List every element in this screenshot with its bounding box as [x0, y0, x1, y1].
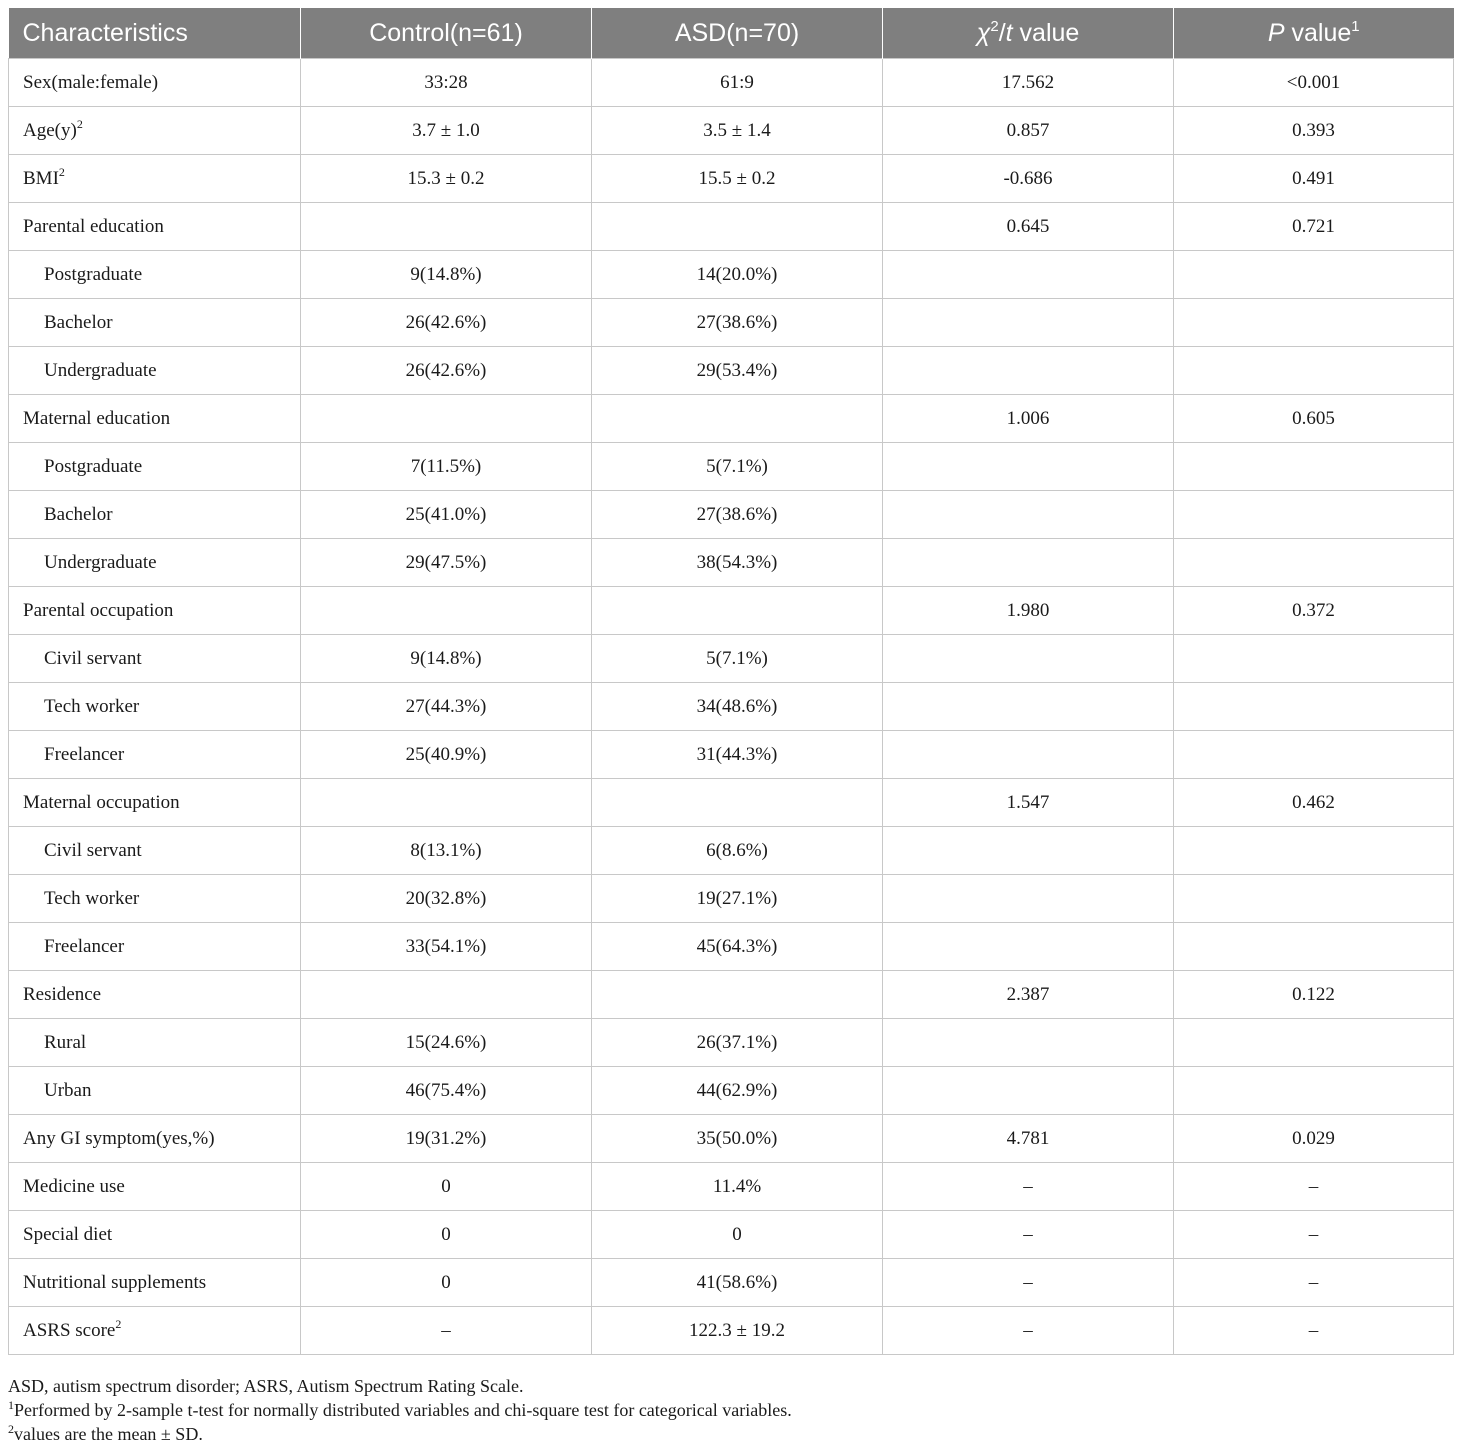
cell-asd: 5(7.1%) — [592, 443, 883, 491]
row-label — [9, 1067, 301, 1115]
cell-p-value: 0.462 — [1174, 779, 1454, 827]
cell-stat-value — [883, 347, 1174, 395]
table-row — [9, 923, 1454, 971]
cell-stat-value: 1.547 — [883, 779, 1174, 827]
cell-stat-value — [883, 443, 1174, 491]
cell-control — [301, 779, 592, 827]
cell-p-value — [1174, 635, 1454, 683]
row-label-text: Maternal occupation — [23, 791, 180, 813]
cell-control: 9(14.8%) — [301, 251, 592, 299]
cell-asd: 29(53.4%) — [592, 347, 883, 395]
cell-p-value — [1174, 923, 1454, 971]
cell-stat-value — [883, 1067, 1174, 1115]
p-suffix: value — [1284, 18, 1352, 47]
row-label — [9, 107, 301, 155]
cell-control: 0 — [301, 1259, 592, 1307]
cell-control: 19(31.2%) — [301, 1115, 592, 1163]
table-row — [9, 395, 1454, 443]
cell-asd: 35(50.0%) — [592, 1115, 883, 1163]
cell-p-value: 0.393 — [1174, 107, 1454, 155]
row-label — [9, 1019, 301, 1067]
row-label-text: BMI — [23, 167, 59, 189]
row-label — [9, 1307, 301, 1355]
table-row — [9, 347, 1454, 395]
cell-control: 27(44.3%) — [301, 683, 592, 731]
cell-p-value: – — [1174, 1259, 1454, 1307]
table-row — [9, 683, 1454, 731]
cell-p-value: – — [1174, 1163, 1454, 1211]
cell-control: 0 — [301, 1163, 592, 1211]
cell-p-value — [1174, 827, 1454, 875]
cell-asd: 3.5 ± 1.4 — [592, 107, 883, 155]
cell-control: 46(75.4%) — [301, 1067, 592, 1115]
row-label-text: Civil servant — [44, 647, 142, 669]
row-label — [9, 395, 301, 443]
row-label-text: Freelancer — [44, 743, 125, 765]
table-body — [9, 59, 1454, 1355]
row-label-text: Age(y) — [23, 119, 77, 141]
cell-asd — [592, 203, 883, 251]
cell-asd: 122.3 ± 19.2 — [592, 1307, 883, 1355]
cell-asd: 31(44.3%) — [592, 731, 883, 779]
cell-p-value — [1174, 683, 1454, 731]
header-row — [9, 8, 1454, 59]
cell-asd: 14(20.0%) — [592, 251, 883, 299]
row-label-text: Special diet — [23, 1223, 113, 1245]
table-row — [9, 1259, 1454, 1307]
cell-control: 29(47.5%) — [301, 539, 592, 587]
cell-asd: 11.4% — [592, 1163, 883, 1211]
row-label — [9, 251, 301, 299]
cell-p-value: 0.029 — [1174, 1115, 1454, 1163]
cell-asd: 27(38.6%) — [592, 299, 883, 347]
table-row — [9, 203, 1454, 251]
row-label — [9, 1259, 301, 1307]
table-row — [9, 299, 1454, 347]
cell-asd: 27(38.6%) — [592, 491, 883, 539]
cell-stat-value — [883, 1019, 1174, 1067]
row-label-text: Bachelor — [44, 311, 113, 333]
cell-control: 9(14.8%) — [301, 635, 592, 683]
table-row — [9, 971, 1454, 1019]
cell-control: 26(42.6%) — [301, 347, 592, 395]
cell-p-value — [1174, 299, 1454, 347]
chi-symbol: χ — [976, 18, 991, 47]
cell-asd: 6(8.6%) — [592, 827, 883, 875]
cell-asd — [592, 587, 883, 635]
cell-stat-value — [883, 251, 1174, 299]
footnote-abbreviations: ASD, autism spectrum disorder; ASRS, Autism Spectrum Rating Scale. — [8, 1376, 524, 1396]
cell-stat-value: – — [883, 1259, 1174, 1307]
cell-stat-value — [883, 875, 1174, 923]
row-label — [9, 155, 301, 203]
cell-stat-value — [883, 299, 1174, 347]
cell-asd: 45(64.3%) — [592, 923, 883, 971]
cell-p-value: 0.605 — [1174, 395, 1454, 443]
row-label — [9, 491, 301, 539]
row-label-text: Any GI symptom(yes,%) — [23, 1127, 215, 1149]
row-label — [9, 731, 301, 779]
cell-control: 15.3 ± 0.2 — [301, 155, 592, 203]
row-label — [9, 779, 301, 827]
cell-control: 20(32.8%) — [301, 875, 592, 923]
footnote-1-marker: 1 — [8, 1398, 14, 1412]
table-footnotes — [8, 1374, 1448, 1446]
row-label-text: Parental occupation — [23, 599, 174, 621]
cell-control: 25(41.0%) — [301, 491, 592, 539]
cell-stat-value — [883, 635, 1174, 683]
table-row — [9, 1067, 1454, 1115]
cell-stat-value: – — [883, 1163, 1174, 1211]
row-label-superscript: 2 — [115, 1316, 122, 1331]
row-label — [9, 347, 301, 395]
cell-p-value — [1174, 1019, 1454, 1067]
header-p-value — [1174, 8, 1454, 59]
table-row — [9, 731, 1454, 779]
cell-asd: 44(62.9%) — [592, 1067, 883, 1115]
cell-stat-value — [883, 827, 1174, 875]
cell-asd — [592, 971, 883, 1019]
cell-stat-value — [883, 923, 1174, 971]
table-row — [9, 59, 1454, 107]
cell-control: 3.7 ± 1.0 — [301, 107, 592, 155]
row-label — [9, 203, 301, 251]
footnote-1 — [8, 1398, 1448, 1422]
cell-p-value — [1174, 347, 1454, 395]
row-label — [9, 923, 301, 971]
footnote-2-marker: 2 — [8, 1422, 14, 1436]
cell-control: – — [301, 1307, 592, 1355]
cell-control: 33(54.1%) — [301, 923, 592, 971]
row-label-text: Rural — [44, 1031, 87, 1053]
row-label-text: Undergraduate — [44, 551, 157, 573]
row-label-text: Freelancer — [44, 935, 125, 957]
header-asd: ASD(n=70) — [592, 8, 883, 59]
row-label-text: Tech worker — [44, 695, 140, 717]
cell-p-value — [1174, 875, 1454, 923]
table-row — [9, 251, 1454, 299]
p-symbol: P — [1267, 18, 1285, 47]
table-row — [9, 635, 1454, 683]
header-stat-value — [883, 8, 1174, 59]
row-label-superscript: 2 — [76, 116, 83, 131]
cell-stat-value: -0.686 — [883, 155, 1174, 203]
cell-asd: 5(7.1%) — [592, 635, 883, 683]
footnote-1-text: Performed by 2-sample t-test for normally distributed variables and chi-square test for categorical variables. — [14, 1400, 792, 1420]
cell-control: 8(13.1%) — [301, 827, 592, 875]
cell-stat-value: – — [883, 1211, 1174, 1259]
row-label — [9, 1115, 301, 1163]
row-label — [9, 683, 301, 731]
cell-p-value — [1174, 491, 1454, 539]
cell-asd — [592, 779, 883, 827]
footnote-2-text: values are the mean ± SD. — [14, 1424, 203, 1444]
table-row — [9, 779, 1454, 827]
row-label — [9, 827, 301, 875]
cell-control: 26(42.6%) — [301, 299, 592, 347]
row-label — [9, 59, 301, 107]
row-label — [9, 539, 301, 587]
cell-p-value: 0.372 — [1174, 587, 1454, 635]
table-header — [9, 8, 1454, 59]
header-characteristics: Characteristics — [9, 8, 301, 59]
row-label-superscript: 2 — [58, 164, 65, 179]
row-label-text: Postgraduate — [44, 263, 143, 285]
cell-p-value: – — [1174, 1211, 1454, 1259]
table-row — [9, 827, 1454, 875]
cell-stat-value: 4.781 — [883, 1115, 1174, 1163]
row-label-text: Undergraduate — [44, 359, 157, 381]
cell-control: 7(11.5%) — [301, 443, 592, 491]
cell-asd: 15.5 ± 0.2 — [592, 155, 883, 203]
cell-asd: 38(54.3%) — [592, 539, 883, 587]
row-label-text: Civil servant — [44, 839, 142, 861]
cell-stat-value: – — [883, 1307, 1174, 1355]
header-control: Control(n=61) — [301, 8, 592, 59]
cell-p-value — [1174, 251, 1454, 299]
table-row — [9, 1211, 1454, 1259]
row-label — [9, 443, 301, 491]
table-row — [9, 1019, 1454, 1067]
cell-p-value — [1174, 443, 1454, 491]
table-row — [9, 491, 1454, 539]
cell-stat-value: 0.857 — [883, 107, 1174, 155]
row-label-text: ASRS score — [23, 1319, 116, 1341]
table-row — [9, 1163, 1454, 1211]
t-symbol: t — [1005, 18, 1013, 47]
cell-stat-value: 1.980 — [883, 587, 1174, 635]
row-label — [9, 587, 301, 635]
cell-control — [301, 971, 592, 1019]
characteristics-table — [8, 8, 1454, 1355]
cell-stat-value — [883, 683, 1174, 731]
cell-stat-value — [883, 731, 1174, 779]
cell-p-value — [1174, 1067, 1454, 1115]
table-row — [9, 155, 1454, 203]
cell-p-value: – — [1174, 1307, 1454, 1355]
table-row — [9, 443, 1454, 491]
cell-stat-value — [883, 491, 1174, 539]
stat-slash: / — [998, 18, 1006, 47]
cell-p-value — [1174, 731, 1454, 779]
row-label-text: Medicine use — [23, 1175, 125, 1197]
cell-asd: 0 — [592, 1211, 883, 1259]
cell-control: 0 — [301, 1211, 592, 1259]
cell-p-value: <0.001 — [1174, 59, 1454, 107]
row-label-text: Tech worker — [44, 887, 140, 909]
stat-suffix: value — [1012, 18, 1080, 47]
row-label-text: Bachelor — [44, 503, 113, 525]
row-label-text: Parental education — [23, 215, 164, 237]
table-row — [9, 1307, 1454, 1355]
table-row — [9, 875, 1454, 923]
chi-superscript: 2 — [990, 17, 999, 35]
footnote-2 — [8, 1422, 1448, 1446]
table-row — [9, 107, 1454, 155]
table-row — [9, 1115, 1454, 1163]
cell-control: 15(24.6%) — [301, 1019, 592, 1067]
cell-control: 33:28 — [301, 59, 592, 107]
cell-control — [301, 395, 592, 443]
row-label-text: Nutritional supplements — [23, 1271, 207, 1293]
cell-stat-value: 1.006 — [883, 395, 1174, 443]
table-row — [9, 587, 1454, 635]
row-label — [9, 1211, 301, 1259]
cell-stat-value: 0.645 — [883, 203, 1174, 251]
cell-control: 25(40.9%) — [301, 731, 592, 779]
cell-asd: 19(27.1%) — [592, 875, 883, 923]
cell-p-value: 0.491 — [1174, 155, 1454, 203]
row-label-text: Sex(male:female) — [23, 71, 159, 93]
row-label — [9, 875, 301, 923]
row-label — [9, 1163, 301, 1211]
p-superscript: 1 — [1351, 17, 1360, 35]
row-label-text: Maternal education — [23, 407, 171, 429]
row-label — [9, 635, 301, 683]
row-label-text: Residence — [23, 983, 102, 1005]
cell-p-value: 0.122 — [1174, 971, 1454, 1019]
cell-asd: 26(37.1%) — [592, 1019, 883, 1067]
cell-p-value: 0.721 — [1174, 203, 1454, 251]
row-label — [9, 299, 301, 347]
table-row — [9, 539, 1454, 587]
cell-asd — [592, 395, 883, 443]
cell-p-value — [1174, 539, 1454, 587]
cell-asd: 61:9 — [592, 59, 883, 107]
cell-stat-value: 17.562 — [883, 59, 1174, 107]
row-label — [9, 971, 301, 1019]
cell-stat-value — [883, 539, 1174, 587]
cell-control — [301, 587, 592, 635]
cell-asd: 34(48.6%) — [592, 683, 883, 731]
cell-stat-value: 2.387 — [883, 971, 1174, 1019]
cell-control — [301, 203, 592, 251]
row-label-text: Postgraduate — [44, 455, 143, 477]
row-label-text: Urban — [44, 1079, 92, 1101]
cell-asd: 41(58.6%) — [592, 1259, 883, 1307]
